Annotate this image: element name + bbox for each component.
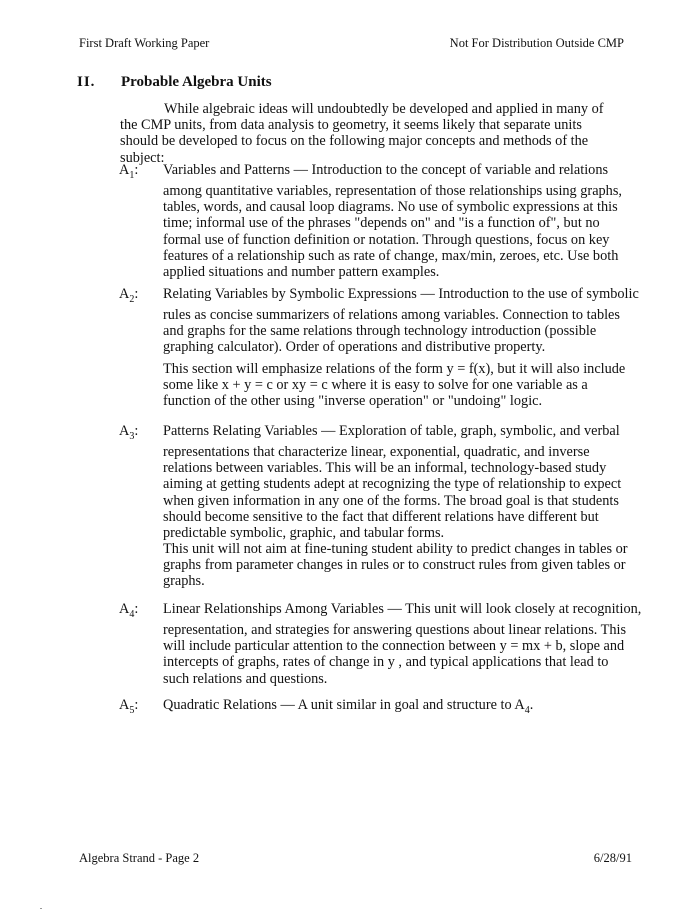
unit-paragraph: rules as concise summarizers of relations among variables. Connection to tables and graphs for the same relations through technology introduction (possible graphing calculator). Order of operations and distributive property.	[163, 307, 620, 356]
section-heading	[77, 74, 272, 91]
unit-title: Variables and Patterns — Introduction to the concept of variable and relations	[163, 162, 609, 178]
page-header-right: Not For Distribution Outside CMP	[449, 36, 624, 50]
scan-speck	[40, 908, 42, 909]
unit-label: $A_5$:	[119, 697, 139, 716]
unit-label: $A_3$:	[119, 423, 139, 442]
page-footer-right: 6/28/91	[593, 851, 632, 865]
unit-title: Patterns Relating Variables — Exploration of table, graph, symbolic, and verbal	[163, 423, 620, 439]
unit-title: Linear Relationships Among Variables — This unit will look closely at recognition,	[163, 601, 642, 617]
section-intro: While algebraic ideas will undoubtedly be developed and applied in many of the CMP units, from data analysis to geometry, it seems likely that separate units should be developed to focus on the following major concepts and methods of the subject:	[120, 101, 604, 166]
unit-label: $A_2$:	[119, 286, 139, 305]
unit-paragraph: representations that characterize linear, exponential, quadratic, and inverse relations between variables. This will be an informal, technology-based study aiming at getting students adept at recognizing the type of relationship to expect when given information in any one of the forms. The broad goal is that students should become sensitive to the fact that different relations have different but predictable symbolic, graphic, and tabular forms.	[163, 444, 622, 542]
unit-label: $A_4$:	[119, 601, 139, 620]
section-number: II.	[77, 74, 96, 90]
page-header-left: First Draft Working Paper	[79, 36, 210, 50]
unit-paragraph: representation, and strategies for answering questions about linear relations. This will include particular attention to the connection between y = mx + b, slope and intercepts of graphs, rates of change in y , and typical applications that lead to such relations and questions.	[163, 622, 627, 687]
unit-paragraph: among quantitative variables, representation of those relationships using graphs, tables, words, and causal loop diagrams. No use of symbolic expressions at this time; informal use of the phrases "depends on" and "is a function of", but no formal use of function definition or notation. Through questions, focus on key features of a relationship such as rate of change, max/min, zeroes, etc. Use both applied situations and number pattern examples.	[163, 183, 622, 281]
unit-title: Relating Variables by Symbolic Expressions — Introduction to the use of symbolic	[163, 286, 639, 302]
unit-title: Quadratic Relations — A unit similar in goal and structure to $A_4$.	[163, 697, 534, 716]
unit-paragraph: This unit will not aim at fine-tuning student ability to predict changes in tables or graphs from parameter changes in rules or to construct rules from given tables or graphs.	[163, 541, 628, 590]
unit-paragraph: This section will emphasize relations of the form y = f(x), but it will also include some like x + y = c or xy = c where it is easy to solve for one variable as a function of the other using "inverse operation" or "undoing" logic.	[163, 361, 626, 410]
section-title: Probable Algebra Units	[121, 74, 272, 90]
unit-label: $A_1$:	[119, 162, 139, 181]
page-footer-left: Algebra Strand - Page 2	[79, 851, 200, 865]
